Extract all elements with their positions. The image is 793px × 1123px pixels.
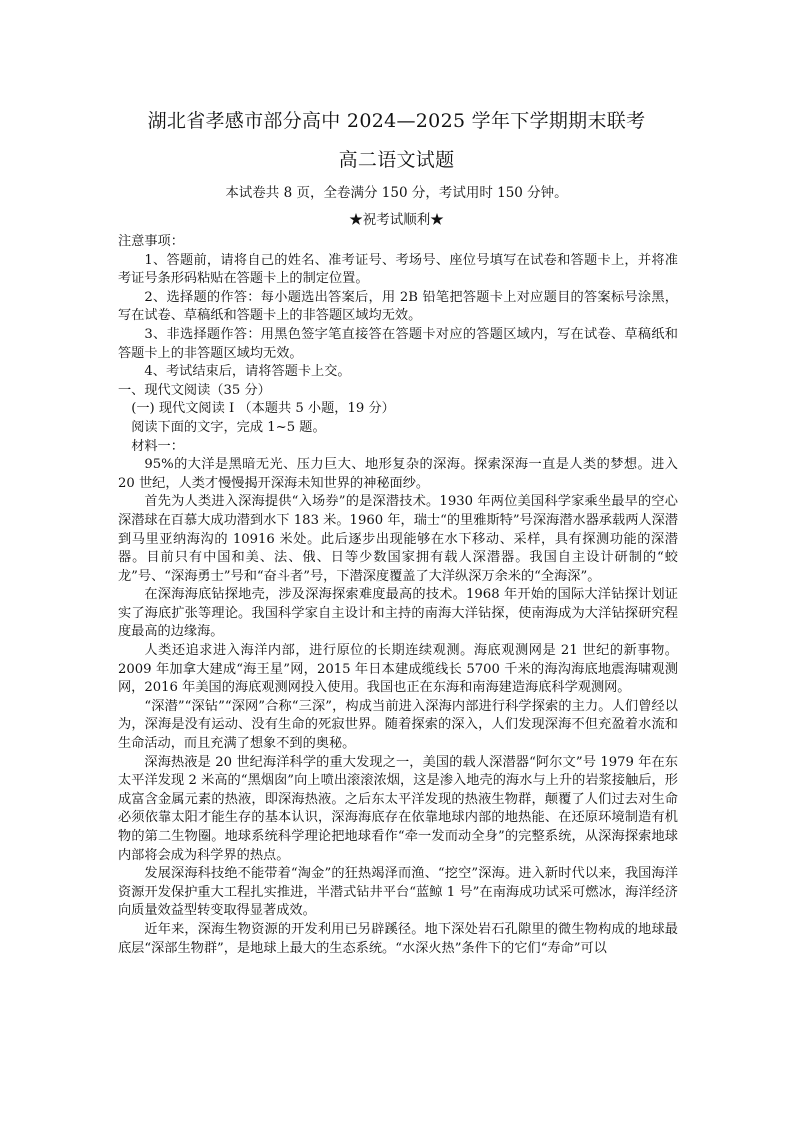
paragraph: 95%的大洋是黑暗无光、压力巨大、地形复杂的深海。探索深海一直是人类的梦想。进入 20 世纪，人类才慢慢揭开深海未知世界的神秘面纱。 — [118, 457, 678, 491]
paragraph: 人类还追求进入海洋内部，进行原位的长期连续观测。海底观测网是 21 世纪的新事物。2009 年加拿大建成“海王星”网，2015 年日本建成缆线长 5700 千米的海沟海底地震海啸观测网，2016 年美国的海底观测网投入使用。我国也正在东海和南海建造海底科学观测网。 — [118, 643, 678, 696]
exam-wish: ★祝考试顺利★ — [349, 212, 444, 228]
note-item-4: 4、考试结束后，请将答题卡上交。 — [144, 364, 351, 380]
exam-subtitle: 高二语文试题 — [338, 149, 455, 171]
section-instruction: 阅读下面的文字，完成 1~5 题。 — [131, 419, 326, 435]
paragraph: 发展深海科技绝不能带着“淘金”的狂热竭泽而渔、“挖空”深海。进入新时代以来，我国海洋资源开发保护重大工程扎实推进，半潜式钻井平台“蓝鲸 1 号”在南海成功试采可燃冰，海洋经济向质量效益型转变取得显著成效。 — [118, 866, 678, 919]
paragraph: 在深海海底钻探地壳，涉及深海探索难度最高的技术。1968 年开始的国际大洋钻探计划证实了海底扩张等理论。我国科学家自主设计和主持的南海大洋钻探，使南海成为大洋钻探研究程度最高的边缘海。 — [118, 587, 678, 640]
notes-heading: 注意事项： — [118, 234, 184, 249]
note-item-2: 2、选择题的作答：每小题选出答案后，用 2B 铅笔把答题卡上对应题目的答案标号涂黑，写在试卷、草稿纸和答题卡上的非答题区域均无效。 — [118, 289, 678, 324]
material-label: 材料一： — [131, 438, 184, 454]
exam-title: 湖北省孝感市部分高中 2024—2025 学年下学期期末联考 — [147, 110, 646, 132]
exam-info: 本试卷共 8 页，全卷满分 150 分，考试用时 150 分钟。 — [225, 185, 568, 201]
document-body — [118, 233, 678, 958]
paragraph: 深海热液是 20 世纪海洋科学的重大发现之一，美国的载人深潜器“阿尔文”号 1979 年在东太平洋发现 2 米高的“黑烟囱”向上喷出滚滚浓烟，这是渗入地壳的海水与上升的岩浆接触后，形成富含金属元素的热液，即深海热液。之后东太平洋发现的热液生物群，颠覆了人们过去对生命必须依靠太阳才能生存的基本认识，深海海底存在依靠地球内部的地热能、在还原环境制造有机物的第二生物圈。地球系统科学理论把地球看作“牵一发而动全身”的完整系统，从深海探索地球内部将会成为科学界的热点。 — [118, 754, 678, 863]
paragraph: “深潜”“深钻”“深网”合称“三深”，构成当前进入深海内部进行科学探索的主力。人们曾经以为，深海是没有运动、没有生命的死寂世界。随着探索的深入，人们发现深海不但充盈着水流和生命活动，而且充满了想象不到的奥秘。 — [118, 698, 678, 752]
section-subheading: (一) 现代文阅读 I （本题共 5 小题，19 分） — [131, 401, 395, 417]
paragraph: 近年来，深海生物资源的开发利用已另辟蹊径。地下深处岩石孔隙里的微生物构成的地球最底层“深部生物群”，是地球上最大的生态系统。“水深火热”条件下的它们“寿命”可以 — [118, 921, 678, 956]
note-item-3: 3、非选择题作答：用黑色签字笔直接答在答题卡对应的答题区域内，写在试卷、草稿纸和答题卡上的非答题区域均无效。 — [118, 326, 678, 361]
paragraph: 首先为人类进入深海提供“入场券”的是深潜技术。1930 年两位美国科学家乘坐最早的空心深潜球在百慕大成功潜到水下 183 米。1960 年，瑞士“的里雅斯特”号深海潜水器承载两人深潜到马里亚纳海沟的 10916 米处。此后逐步出现能够在水下移动、采样，具有探测功能的深潜器。目前只有中国和美、法、俄、日等少数国家拥有载人深潜器。我国自主设计研制的“蛟龙”号、“深海勇士”号和“奋斗者”号，下潜深度覆盖了大洋纵深万余米的“全海深”。 — [118, 494, 678, 584]
section-heading: 一、现代文阅读（35 分） — [118, 382, 271, 398]
note-item-1: 1、答题前，请将自己的姓名、准考证号、考场号、座位号填写在试卷和答题卡上，并将准考证号条形码粘贴在答题卡上的制定位置。 — [118, 252, 678, 287]
